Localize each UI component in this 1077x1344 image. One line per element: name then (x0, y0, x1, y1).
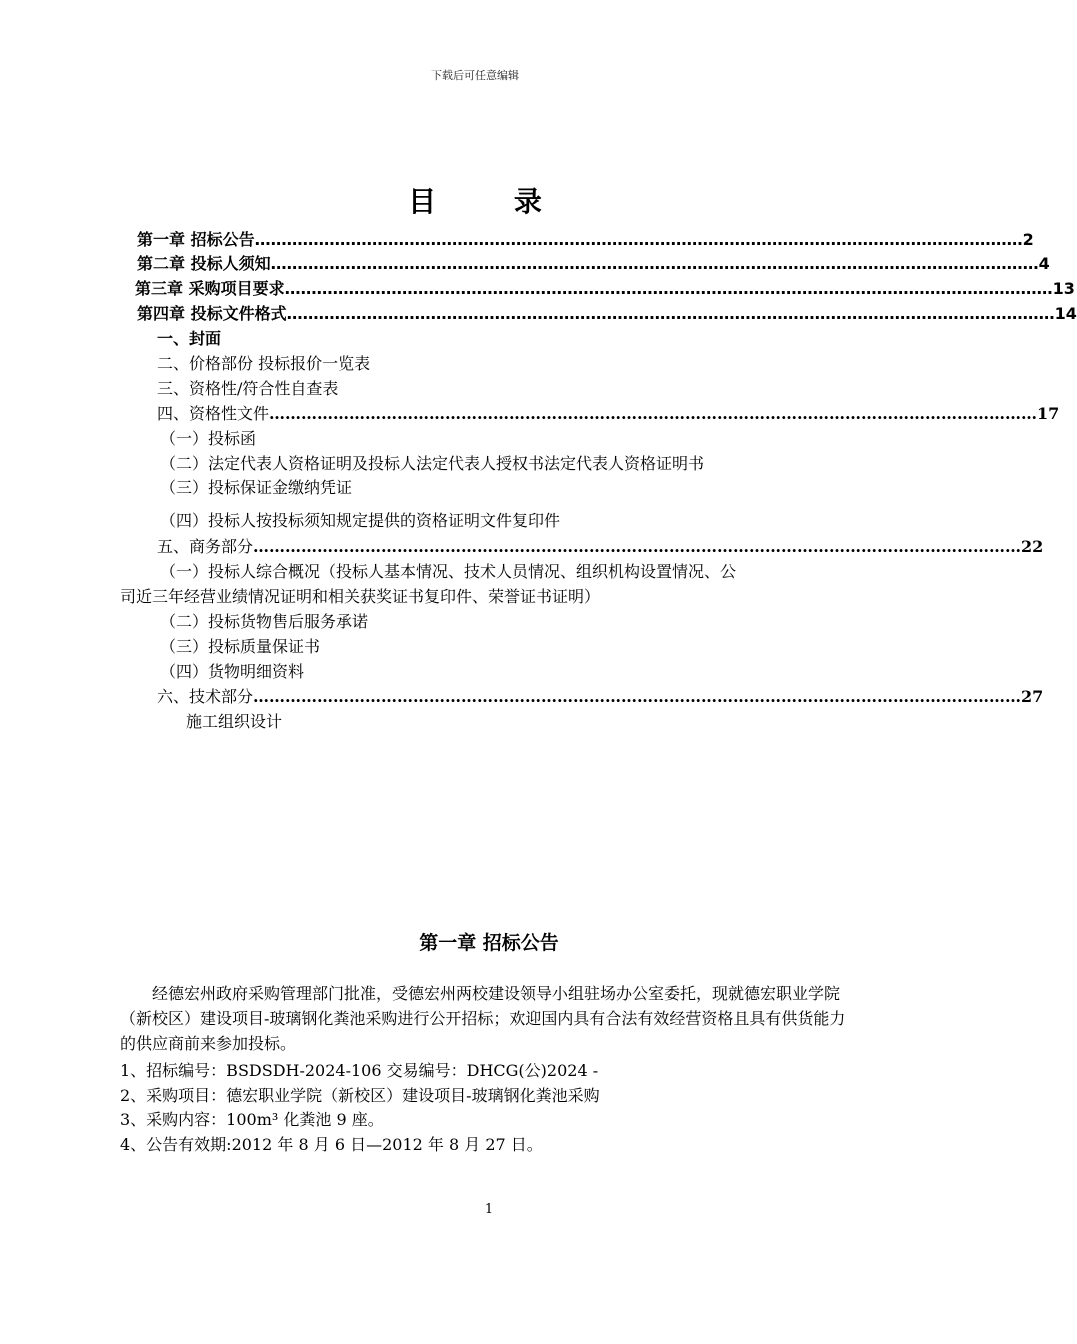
chapter-1-heading: 第一章 招标公告 (419, 932, 559, 954)
toc-sub-biz-3[interactable]: （三）投标质量保证书 (160, 637, 321, 656)
toc-chapter-label: 第一章 招标公告 (137, 230, 255, 249)
page-header-note: 下载后可任意编辑 (431, 69, 519, 82)
page-number: 1 (484, 1202, 494, 1217)
toc-sub-qualification[interactable] (157, 401, 1060, 424)
toc-chapter-2[interactable] (137, 251, 1050, 274)
toc-chapter-label: 第四章 投标文件格式 (137, 304, 287, 323)
toc-sub-check[interactable]: 三、资格性/符合性自查表 (157, 379, 339, 398)
toc-sub-business[interactable] (157, 534, 1044, 557)
toc-page-number: 2 (1022, 230, 1034, 249)
toc-leader-dots: ……………………………………………………………………………………………………………………………… (269, 404, 1038, 423)
toc-sub-technical[interactable] (157, 684, 1044, 707)
toc-sub-biz-4[interactable]: （四）货物明细资料 (160, 662, 305, 681)
toc-leader-dots: ……………………………………………………………………………………………………………………………… (284, 279, 1053, 298)
chapter-1-item-1: 1、招标编号：BSDSDH-2024-106 交易编号：DHCG(公)2024 - (120, 1061, 599, 1080)
toc-leader-dots: ……………………………………………………………………………………………………………………………… (253, 687, 1022, 706)
chapter-1-intro: 经德宏州政府采购管理部门批准，受德宏州两校建设领导小组驻场办公室委托，现就德宏职业学院（新校区）建设项目-玻璃钢化粪池采购进行公开招标；欢迎国内具有合法有效经营资格且具有供货能力的供应商前来参加投标。 (120, 984, 846, 1053)
toc-page-number: 13 (1052, 279, 1075, 298)
toc-sub-cover[interactable]: 一、封面 (157, 329, 222, 348)
chapter-1-item-4: 4、公告有效期:2012 年 8 月 6 日—2012 年 8 月 27 日。 (120, 1135, 543, 1154)
toc-sub-biz-1-cont: 司近三年经营业绩情况证明和相关获奖证书复印件、荣誉证书证明） (120, 587, 601, 606)
toc-page-number: 22 (1021, 537, 1044, 556)
toc-sub-qual-2[interactable]: （二）法定代表人资格证明及投标人法定代表人授权书法定代表人资格证明书 (160, 454, 705, 473)
toc-sub-biz-2[interactable]: （二）投标货物售后服务承诺 (160, 612, 369, 631)
chapter-1-item-3: 3、采购内容：100m³ 化粪池 9 座。 (120, 1110, 384, 1129)
toc-sub-tech-1[interactable]: 施工组织设计 (186, 712, 283, 731)
toc-sub-label: 五、商务部分 (157, 537, 254, 556)
toc-page-number: 17 (1037, 404, 1060, 423)
toc-title: 目 录 (408, 185, 576, 218)
toc-sub-qual-1[interactable]: （一）投标函 (160, 429, 257, 448)
toc-leader-dots: ……………………………………………………………………………………………………………………………… (254, 230, 1023, 249)
chapter-1-item-2: 2、采购项目：德宏职业学院（新校区）建设项目-玻璃钢化粪池采购 (120, 1086, 600, 1105)
toc-leader-dots: ……………………………………………………………………………………………………………………………… (253, 537, 1022, 556)
toc-sub-biz-1[interactable]: （一）投标人综合概况（投标人基本情况、技术人员情况、组织机构设置情况、公 (160, 562, 737, 581)
toc-chapter-label: 第三章 采购项目要求 (135, 279, 285, 298)
toc-sub-label: 四、资格性文件 (157, 404, 270, 423)
toc-sub-qual-4[interactable]: （四）投标人按投标须知规定提供的资格证明文件复印件 (160, 511, 561, 530)
toc-chapter-1[interactable] (137, 227, 1034, 250)
toc-sub-label: 六、技术部分 (157, 687, 254, 706)
toc-page-number: 27 (1021, 687, 1044, 706)
toc-chapter-label: 第二章 投标人须知 (137, 254, 271, 273)
toc-page-number: 14 (1054, 304, 1077, 323)
toc-sub-qual-3[interactable]: （三）投标保证金缴纳凭证 (160, 478, 353, 497)
toc-chapter-4[interactable] (137, 301, 1077, 324)
toc-chapter-3[interactable] (135, 276, 1075, 299)
toc-leader-dots: ……………………………………………………………………………………………………………………………… (286, 304, 1055, 323)
toc-page-number: 4 (1038, 254, 1050, 273)
toc-sub-price[interactable]: 二、价格部份 投标报价一览表 (157, 354, 371, 373)
toc-leader-dots: ……………………………………………………………………………………………………………………………… (270, 254, 1039, 273)
